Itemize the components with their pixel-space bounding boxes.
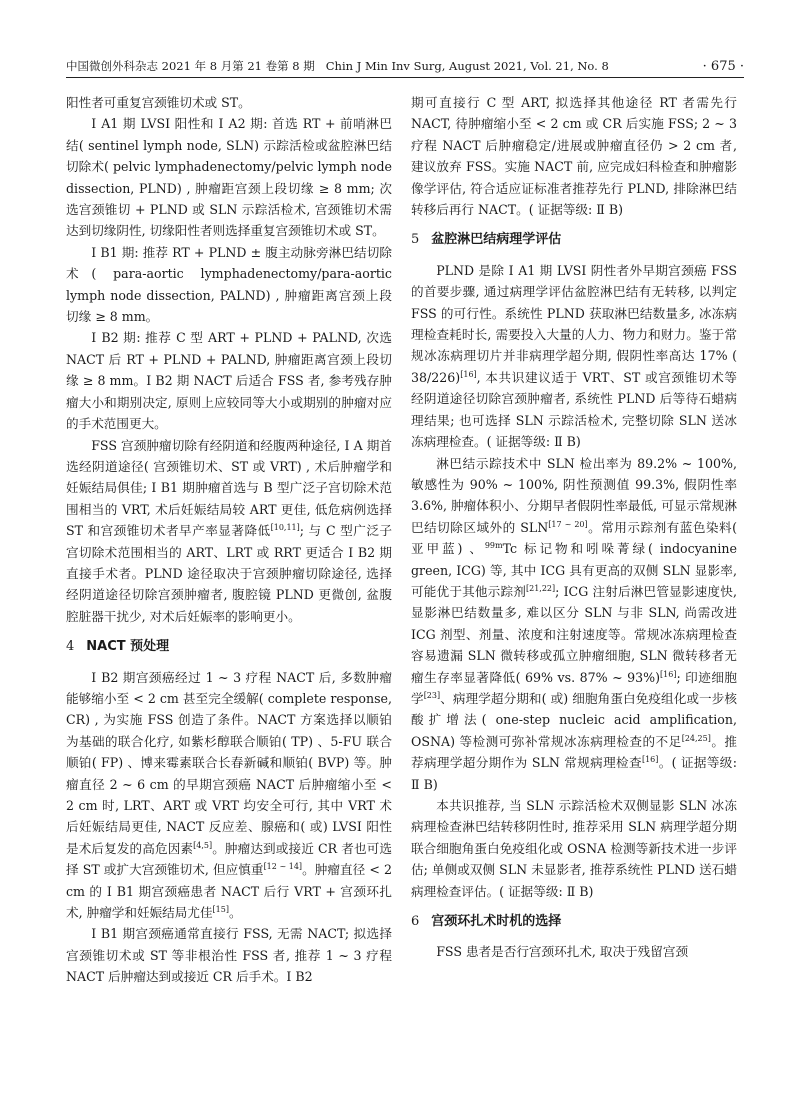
section-heading: 4 NACT 预处理 <box>66 639 170 655</box>
paragraph: 淋巴结示踪技术中 SLN 检出率为 89.2% ~ 100%, 敏感性为 90% ~ 100%, 阴性预测值 99.3%, 假阴性率 3.6%, 肿瘤体积小、分期早者假阴性率最低, 可显示常规淋巴结切除区域外的 SLN[17 ~ 20]。常用示踪剂有蓝色染料( 亚甲蓝) 、$^{99m}$Tc 标记物和吲哚菁绿( indocyanine green, ICG) 等, 其中 ICG 具有更高的双侧 SLN 显影率, 可能优于其他示踪剂[21,22]; ICG 注射后淋巴管显影速度快, 显影淋巴结数量多, 难以区分 SLN 与非 SLN, 尚需改进 ICG 剂型、剂量、浓度和注射速度等。常规冰冻病理检查容易遗漏 SLN 微转移或孤立肿瘤细胞, SLN 微转移者无瘤生存率显著降低( 69% vs. 87% ~ 93%)[16]; 印迹细胞学[23]、病理学超分期和( 或) 细胞角蛋白免疫组化或一步核酸扩增法( one-step nucleic acid amplification, OSNA) 等检测可弥补常规冰冻病理检查的不足[24,25]。推荐病理学超分期作为 SLN 常规病理检查[16]。( 证据等级: Ⅱ B) <box>411 455 738 792</box>
running-header <box>66 52 744 78</box>
paragraph: Ⅰ B1 期: 推荐 RT + PLND ± 腹主动脉旁淋巴结切除术( para-aortic lymphadenectomy/para-aortic lymph node dissection, PALND) , 肿瘤距离宫颈上段切缘 ≥ 8 mm。 <box>66 244 392 325</box>
paragraph: Ⅰ B2 期: 推荐 C 型 ART + PLND + PALND, 次选 NACT 后 RT + PLND + PALND, 肿瘤距离宫颈上段切缘 ≥ 8 mm。Ⅰ B2 期 NACT 后适合 FSS 者, 参考残存肿瘤大小和期别决定, 原则上应较同等大小或期别的肿瘤对应的手术范围更大。 <box>66 330 392 432</box>
paragraph: Ⅰ B2 期宫颈癌经过 1 ~ 3 疗程 NACT 后, 多数肿瘤能够缩小至 < 2 cm 甚至完全缓解( complete response, CR) , 为实施 FSS 创造了条件。NACT 方案选择以顺铂为基础的联合化疗, 如紫杉醇联合顺铂( TP) 、5-FU 联合顺铂( FP) 、博来霉素联合长春新碱和顺铂( BVP) 等。肿瘤直径 2 ~ 6 cm 的早期宫颈癌 NACT 后肿瘤缩小至 < 2 cm 时, LRT、ART 或 VRT 均安全可行, 其中 VRT 术后妊娠结局更佳, NACT 反应差、腺癌和( 或) LVSI 阳性是术后复发的高危因素[4,5]。肿瘤达到或接近 CR 者也可选择 ST 或扩大宫颈锥切术, 但应慎重[12 ~ 14]。肿瘤直径 < 2 cm 的 Ⅰ B1 期宫颈癌患者 NACT 后行 VRT + 宫颈环扎术, 肿瘤学和妊娠结局尤佳[15]。 <box>66 669 393 921</box>
citation-ref: [21,22] <box>526 583 556 593</box>
citation-ref: [24,25] <box>681 733 711 743</box>
citation-ref: [23] <box>423 690 441 700</box>
section-heading: 5 盆腔淋巴结病理学评估 <box>411 232 562 248</box>
paragraph: 期可直接行 C 型 ART, 拟选择其他途径 RT 者需先行 NACT, 待肿瘤缩小至 < 2 cm 或 CR 后实施 FSS; 2 ~ 3 疗程 NACT 后肿瘤稳定/进展或肿瘤直径仍 > 2 cm 者, 建议放弃 FSS。实施 NACT 前, 应完成妇科检查和肿瘤影像学评估, 符合适应证标准者推荐先行 PLND, 排除淋巴结转移后再行 NACT。( 证据等级: Ⅱ B) <box>411 95 737 218</box>
paragraph: FSS 患者是否行宫颈环扎术, 取决于残留宫颈 <box>436 944 689 960</box>
citation-ref: [17 ~ 20] <box>548 519 588 529</box>
citation-ref: [16] <box>460 369 477 379</box>
citation-ref: [16] <box>641 755 659 764</box>
paragraph: Ⅰ A1 期 LVSI 阳性和 Ⅰ A2 期: 首选 RT + 前哨淋巴结( sentinel lymph node, SLN) 示踪活检或盆腔淋巴结切除术( pelvic lymphadenectomy/pelvic lymph node dissection, PLND) , 肿瘤距宫颈上段切缘 ≥ 8 mm; 次选宫颈锥切 + PLND 或 SLN 示踪活检术, 宫颈锥切术需达到切缘阴性, 切缘阳性者则选择重复宫颈锥切术或 ST。 <box>66 116 392 239</box>
section-heading: 6 宫颈环扎术时机的选择 <box>411 914 562 930</box>
paragraph: 本共识推荐, 当 SLN 示踪活检术双侧显影 SLN 冰冻病理检查淋巴结转移阴性时, 推荐采用 SLN 病理学超分期联合细胞角蛋白免疫组化或 OSNA 检测等新技术进一步评估; 单侧或双侧 SLN 未显影者, 推荐系统性 PLND 送石蜡病理检查评估。( 证据等级: Ⅱ B) <box>411 798 737 899</box>
citation-ref: [15] <box>212 904 229 914</box>
right-column <box>411 92 737 963</box>
paragraph: PLND 是除 Ⅰ A1 期 LVSI 阴性者外早期宫颈癌 FSS 的首要步骤, 通过病理学评估盆腔淋巴结有无转移, 以判定 FSS 的可行性。系统性 PLND 获取淋巴结数量多, 冰冻病理检查耗时长, 需要投入大量的人力、物力和财力。鉴于常规冰冻病理切片并非病理学超分期, 假阴性率高达 17% ( 38/226)[16], 本共识建议适于 VRT、ST 或宫颈锥切术等经阴道途径切除宫颈肿瘤者, 系统性 PLND 后等待石蜡病理结果; 也可选择 SLN 示踪活检术, 完整切除 SLN 送冰冻病理检查。( 证据等级: Ⅱ B) <box>411 262 737 450</box>
left-column <box>66 92 392 988</box>
citation-ref: [4,5] <box>193 840 213 850</box>
isotope-superscript: 99m <box>484 540 503 550</box>
paragraph: Ⅰ B1 期宫颈癌通常直接行 FSS, 无需 NACT; 拟选择宫颈锥切术或 ST 等非根治性 FSS 者, 推荐 1 ~ 3 疗程 NACT 后肿瘤达到或接近 CR 后手术。Ⅰ B2 <box>66 926 392 985</box>
citation-ref: [16] <box>660 669 677 679</box>
citation-ref: [10,11] <box>270 522 300 532</box>
journal-citation: 中国微创外科杂志 2021 年 8 月第 21 卷第 8 期 Chin J Min Inv Surg, August 2021, Vol. 21, No. 8 <box>66 59 609 73</box>
paragraph: FSS 宫颈肿瘤切除有经阴道和经腹两种途径, Ⅰ A 期首选经阴道途径( 宫颈锥切术、ST 或 VRT) , 术后肿瘤学和妊娠结局俱佳; Ⅰ B1 期肿瘤首选与 B 型广泛子宫切除术范围相当的 VRT, 术后妊娠结局较 ART 更佳, 低危病例选择 ST 和宫颈锥切术者早产率显著降低[10,11]; 与 C 型广泛子宫切除术范围相当的 ART、LRT 或 RRT 更适合 Ⅰ B2 期直接手术者。PLND 途径取决于宫颈肿瘤切除途径, 选择经阴道途径切除宫颈肿瘤者, 腹腔镜 PLND 更微创, 盆腹腔脏器干扰少, 对术后妊娠率的影响更小。 <box>66 437 393 624</box>
citation-ref: [12 ~ 14] <box>263 862 303 872</box>
paragraph: 阳性者可重复宫颈锥切术或 ST。 <box>66 95 251 110</box>
page-number: · 675 · <box>702 59 744 74</box>
